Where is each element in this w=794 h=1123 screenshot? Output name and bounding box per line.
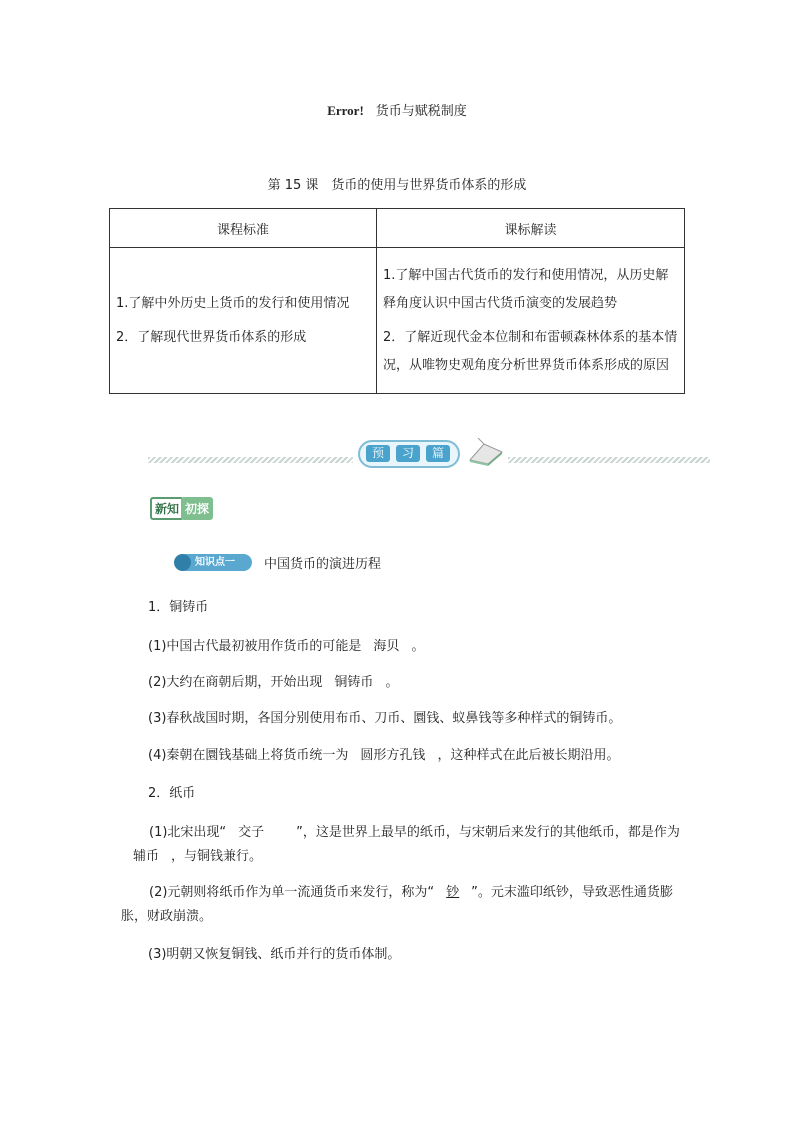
- item-1-3: (3)春秋战国时期，各国分别使用布币、刀币、圜钱、蚁鼻钱等多种样式的铜铸币。: [148, 711, 622, 726]
- table-header-standard: 课程标准: [110, 209, 377, 248]
- item-1-2: [148, 673, 398, 693]
- item-1-4-end: ，这种样式在此后被长期沿用。: [437, 748, 620, 763]
- new-knowledge-label: [150, 497, 213, 519]
- item-1-2-end: 。: [385, 675, 399, 690]
- unit-title-text: 货币与赋税制度: [375, 104, 467, 119]
- banner-badge: [358, 440, 460, 468]
- standard-item-1: 1.了解中外历史上货币的发行和使用情况: [116, 295, 350, 311]
- knowledge-point-tag: 知识点一: [178, 554, 252, 571]
- preview-banner: [148, 438, 710, 466]
- banner-stripe-right: [508, 457, 710, 463]
- lesson-title: 第 15 课 货币的使用与世界货币体系的形成: [267, 178, 527, 193]
- item-2-1-end: ，与铜钱兼行。: [171, 849, 263, 864]
- interpretation-item-1: 1.了解中国古代货币的发行和使用情况，从历史解释角度认识中国古代货币演变的发展趋势: [383, 267, 669, 311]
- item-1-1-text: (1)中国古代最初被用作货币的可能是: [148, 639, 362, 654]
- knowledge-point-title: 中国货币的演进历程: [264, 557, 382, 572]
- answer-chao: 钞: [446, 885, 460, 900]
- curriculum-table: [109, 208, 685, 394]
- banner-stripe-left: [148, 457, 353, 463]
- standard-cell: [110, 248, 377, 394]
- table-header-interpretation: 课标解读: [377, 209, 685, 248]
- item-1-1-end: 。: [411, 639, 425, 654]
- banner-char-2: 习: [396, 445, 420, 462]
- banner-char-1: 预: [366, 445, 390, 462]
- answer-tongzhubi: 铜铸币: [334, 675, 374, 690]
- new-knowledge-a: 新知: [150, 497, 184, 520]
- item-1-1: [148, 637, 424, 657]
- knowledge-point-heading: [178, 553, 381, 572]
- new-knowledge-b: 初探: [181, 497, 213, 520]
- item-2-1-text: (1)北宋出现“: [149, 825, 227, 840]
- item-2-2-text: (2)元朝则将纸币作为单一流通货币来发行，称为“: [149, 885, 435, 900]
- answer-haibei: 海贝: [373, 639, 400, 654]
- item-1-2-text: (2)大约在商朝后期，开始出现: [148, 675, 323, 690]
- item-1-4-text: (4)秦朝在圜钱基础上将货币统一为: [148, 748, 349, 763]
- interpretation-cell: [377, 248, 685, 394]
- item-2-3: (3)明朝又恢复铜钱、纸币并行的货币体制。: [148, 947, 401, 962]
- item-2-1: [121, 821, 681, 869]
- banner-char-3: 篇: [426, 445, 450, 462]
- book-icon: [466, 438, 506, 466]
- error-text: Error!: [327, 103, 364, 118]
- section-1-title: 1．铜铸币: [148, 600, 209, 615]
- answer-fubi: 辅币: [133, 849, 160, 864]
- item-2-2: [121, 881, 681, 929]
- standard-item-2: 2．了解现代世界货币体系的形成: [116, 329, 307, 345]
- item-1-4: [148, 746, 619, 766]
- section-2-title: 2．纸币: [148, 786, 196, 801]
- item-2-2-end: ”。元末滥印纸钞，导致恶性通货膨胀，财政崩溃。: [121, 885, 673, 924]
- item-2-1-mid: ”，这是世界上最早的纸币，与宋朝后来发行的其他纸币，都是作为: [296, 825, 680, 840]
- answer-yuanxing: 圆形方孔钱: [360, 748, 426, 763]
- answer-jiaozi: 交子: [238, 825, 265, 840]
- interpretation-item-2: 2．了解近现代金本位制和布雷顿森林体系的基本情况，从唯物史观角度分析世界货币体系形成的原因: [383, 329, 678, 373]
- unit-title: [0, 100, 794, 119]
